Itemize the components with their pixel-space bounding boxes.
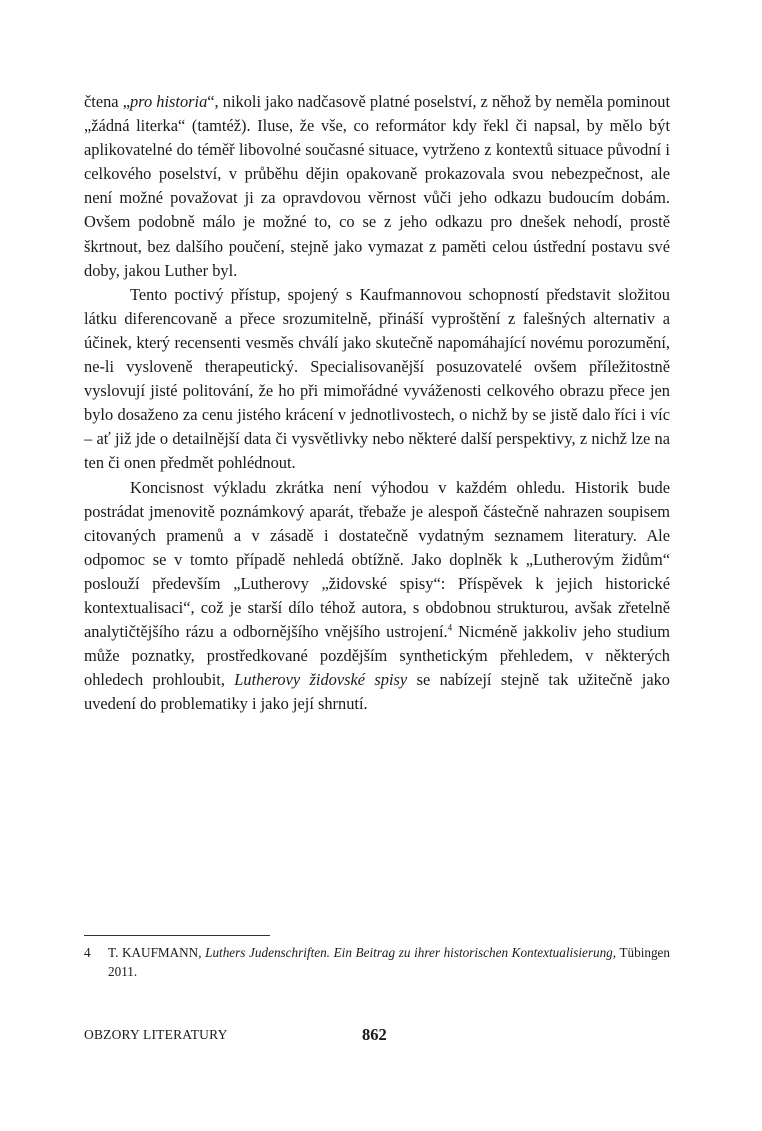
page-footer	[84, 1025, 670, 1047]
paragraph-1	[84, 90, 670, 283]
paragraph-1-italic: pro historia	[129, 92, 208, 111]
paragraph-1-text: čtena „	[84, 92, 130, 111]
footnote-title: Luthers Judenschriften. Ein Beitrag zu ihrer historischen Kontextualisierung	[205, 945, 613, 960]
paragraph-2: Tento poctivý přístup, spojený s Kaufmannovou schopností představit složitou látku diferencovaně a přece srozumitelně, přináší vyproštění z falešných alternativ a účinek, který recensenti vesměs chválí jako skutečně napomáhající novému porozumění, ne-li vysloveně therapeutický. Specialisovanější posuzovatelé ovšem příležitostně vyslovují jisté politování, že ho při mimořádné vyváženosti celkového obrazu přece jen bylo dosaženo za cenu jistého krácení v jednotlivostech, o nichž by se jistě dalo říci i víc – ať již jde o detailnější data či vysvětlivky nebo některé další perspektivy, z nichž lze na ten či onen předmět pohlédnout.	[84, 284, 670, 473]
paragraph-3-text: Koncisnost výkladu zkrátka není výhodou v každém ohledu. Historik bude postrádat jmenovitě poznámkový aparát, třebaže je alespoň částečně nahrazen soupisem citovaných pramenů a v zásadě i dostatečně vydatným seznamem literatury. Ale odpomoc se v tomto případě nehledá obtížně. Jako doplněk k „Lutherovým židům“ poslouží především „Lutherovy „židovské spisy“: Příspěvek k jejich historické kontextualisaci“, což je starší dílo téhož autora, s obdobnou strukturou, avšak zřetelně analytičtějšího rázu a odbornějšího vnějšího ustrojení.	[84, 477, 670, 642]
footnote-number: 4	[84, 945, 91, 960]
footnote-divider	[84, 935, 270, 936]
footnote	[84, 943, 670, 981]
page-number: 862	[362, 1025, 387, 1044]
paragraph-3-text-cont: Nicméně jakkoliv jeho studium může poznatky, prostředkované pozdějším synthetickým přehledem, v některých ohledech prohloubit,	[84, 622, 670, 690]
paragraph-3-text-end: se nabízejí stejně tak užitečně jako uvedení do problematiky i jako její shrnutí.	[84, 670, 671, 714]
footnote-author: T. KAUFMANN,	[108, 945, 206, 960]
footnote-reference[interactable]: 4	[447, 622, 453, 633]
paragraph-1-text-cont: “, nikoli jako nadčasově platné poselství, z něhož by neměla pominout „žádná literka“ (tamtéž). Iluse, že vše, co reformátor kdy řekl či napsal, by mělo být aplikovatelné do téměř libovolné současné situace, vytrženo z kontextů situace původní i celkového poselství, v průběhu dějin opakovaně prokazovala svou nebezpečnost, ale není možné považovat ji za opravdovou věrnost vůči jeho odkazu budoucím dobám. Ovšem podobně málo je možné to, co se z jeho odkazu pro dnešek nehodí, prostě škrtnout, bez dalšího poučení, stejně jako vymazat z paměti celou ústřední postavu své doby, jakou Luther byl.	[84, 92, 671, 280]
paragraph-3	[84, 476, 670, 717]
footnote-text	[108, 943, 670, 981]
paragraph-3-italic: Lutherovy židovské spisy	[234, 670, 408, 690]
page-body	[84, 90, 670, 716]
footnote-place-year: , Tübingen 2011.	[108, 945, 670, 979]
journal-name: OBZORY LITERATURY	[84, 1027, 228, 1042]
